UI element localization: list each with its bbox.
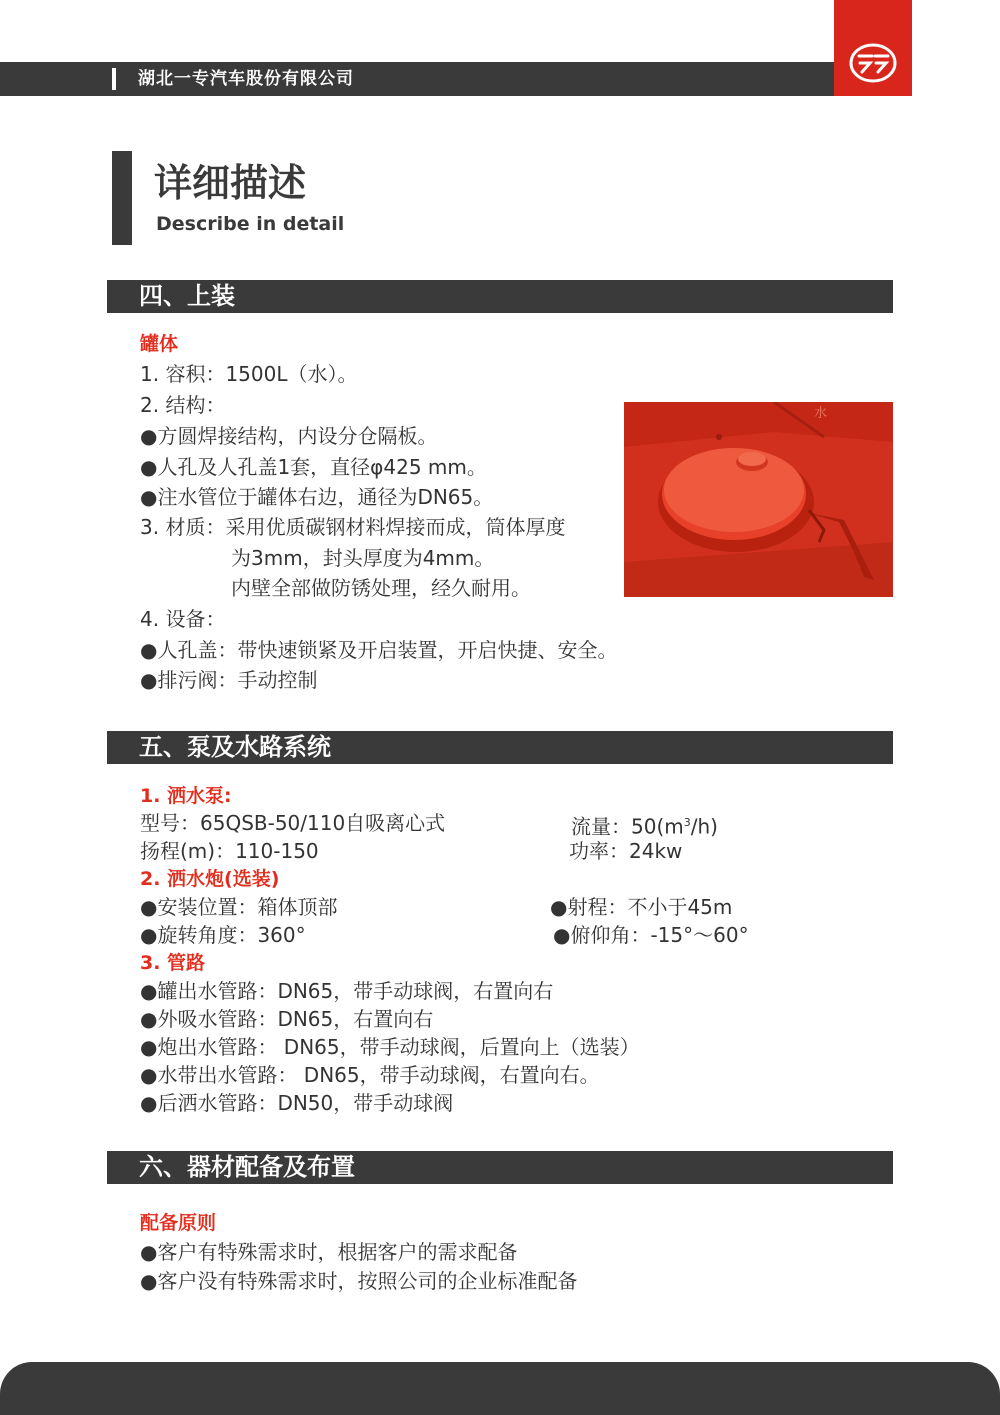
header-bar — [0, 62, 834, 96]
structure-item: ●方圆焊接结构，内设分仓隔板。 — [140, 424, 438, 448]
pump-model: 型号：65QSB-50/110自吸离心式 — [140, 811, 446, 835]
pipe-item: ●后洒水管路：DN50，带手动球阀 — [140, 1091, 454, 1115]
cannon-rotation: ●旋转角度：360° — [140, 923, 306, 947]
logo-box — [834, 0, 912, 96]
tank-subheading: 罐体 — [140, 333, 179, 355]
structure-item: ●注水管位于罐体右边，通径为DN65。 — [140, 485, 494, 509]
material-line: 内壁全部做防锈处理，经久耐用。 — [231, 576, 531, 600]
header-divider — [112, 68, 116, 90]
company-logo-icon — [848, 40, 898, 86]
cannon-range: ●射程：不小于45m — [550, 895, 733, 919]
footer-bar — [0, 1362, 1000, 1415]
manhole-cover-photo — [624, 402, 893, 597]
section-heading-5 — [107, 731, 893, 764]
pump-power: 功率：24kw — [569, 839, 683, 863]
pipe-item: ●罐出水管路：DN65，带手动球阀，右置向右 — [140, 979, 554, 1003]
pump-subheading: 1. 洒水泵: — [140, 785, 232, 807]
page-subtitle: Describe in detail — [156, 213, 345, 235]
material-line: 为3mm，封头厚度为4mm。 — [231, 546, 495, 570]
cannon-install: ●安装位置：箱体顶部 — [140, 895, 338, 919]
equipment-line: 4. 设备： — [140, 607, 226, 631]
pipe-item: ●水带出水管路： DN65，带手动球阀，右置向右。 — [140, 1063, 600, 1087]
section-heading-6 — [107, 1151, 893, 1184]
structure-line: 2. 结构： — [140, 393, 226, 417]
company-name: 湖北一专汽车股份有限公司 — [138, 69, 354, 89]
pump-head: 扬程(m)：110-150 — [140, 839, 319, 863]
principle-item: ●客户有特殊需求时，根据客户的需求配备 — [140, 1240, 518, 1264]
section-heading-4 — [107, 280, 893, 313]
page-title: 详细描述 — [154, 161, 307, 205]
pipe-item: ●炮出水管路： DN65，带手动球阀，后置向上（选装） — [140, 1035, 640, 1059]
principle-item: ●客户没有特殊需求时，按照公司的企业标准配备 — [140, 1269, 578, 1293]
section-heading-4-text: 四、上装 — [139, 282, 235, 310]
structure-item: ●人孔及人孔盖1套，直径φ425 mm。 — [140, 455, 487, 479]
capacity-line: 1. 容积：1500L（水）。 — [140, 362, 358, 386]
material-line: 3. 材质：采用优质碳钢材料焊接而成，筒体厚度 — [140, 515, 566, 539]
pump-flow: 流量：$50(m^3/h)$ — [571, 814, 718, 839]
equipment-item: ●排污阀：手动控制 — [140, 668, 318, 692]
photo-label: 水 — [814, 406, 828, 421]
section-heading-5-text: 五、泵及水路系统 — [139, 733, 331, 761]
cannon-pitch: ●俯仰角：-15°～60° — [553, 923, 749, 947]
equipment-principle-subheading: 配备原则 — [140, 1212, 217, 1234]
cannon-subheading: 2. 洒水炮(选装) — [140, 868, 280, 890]
title-accent-bar — [112, 151, 132, 245]
pipe-item: ●外吸水管路：DN65，右置向右 — [140, 1007, 434, 1031]
equipment-item: ●人孔盖：带快速锁紧及开启装置，开启快捷、安全。 — [140, 638, 618, 662]
pipe-subheading: 3. 管路 — [140, 952, 206, 974]
section-heading-6-text: 六、器材配备及布置 — [139, 1153, 355, 1181]
